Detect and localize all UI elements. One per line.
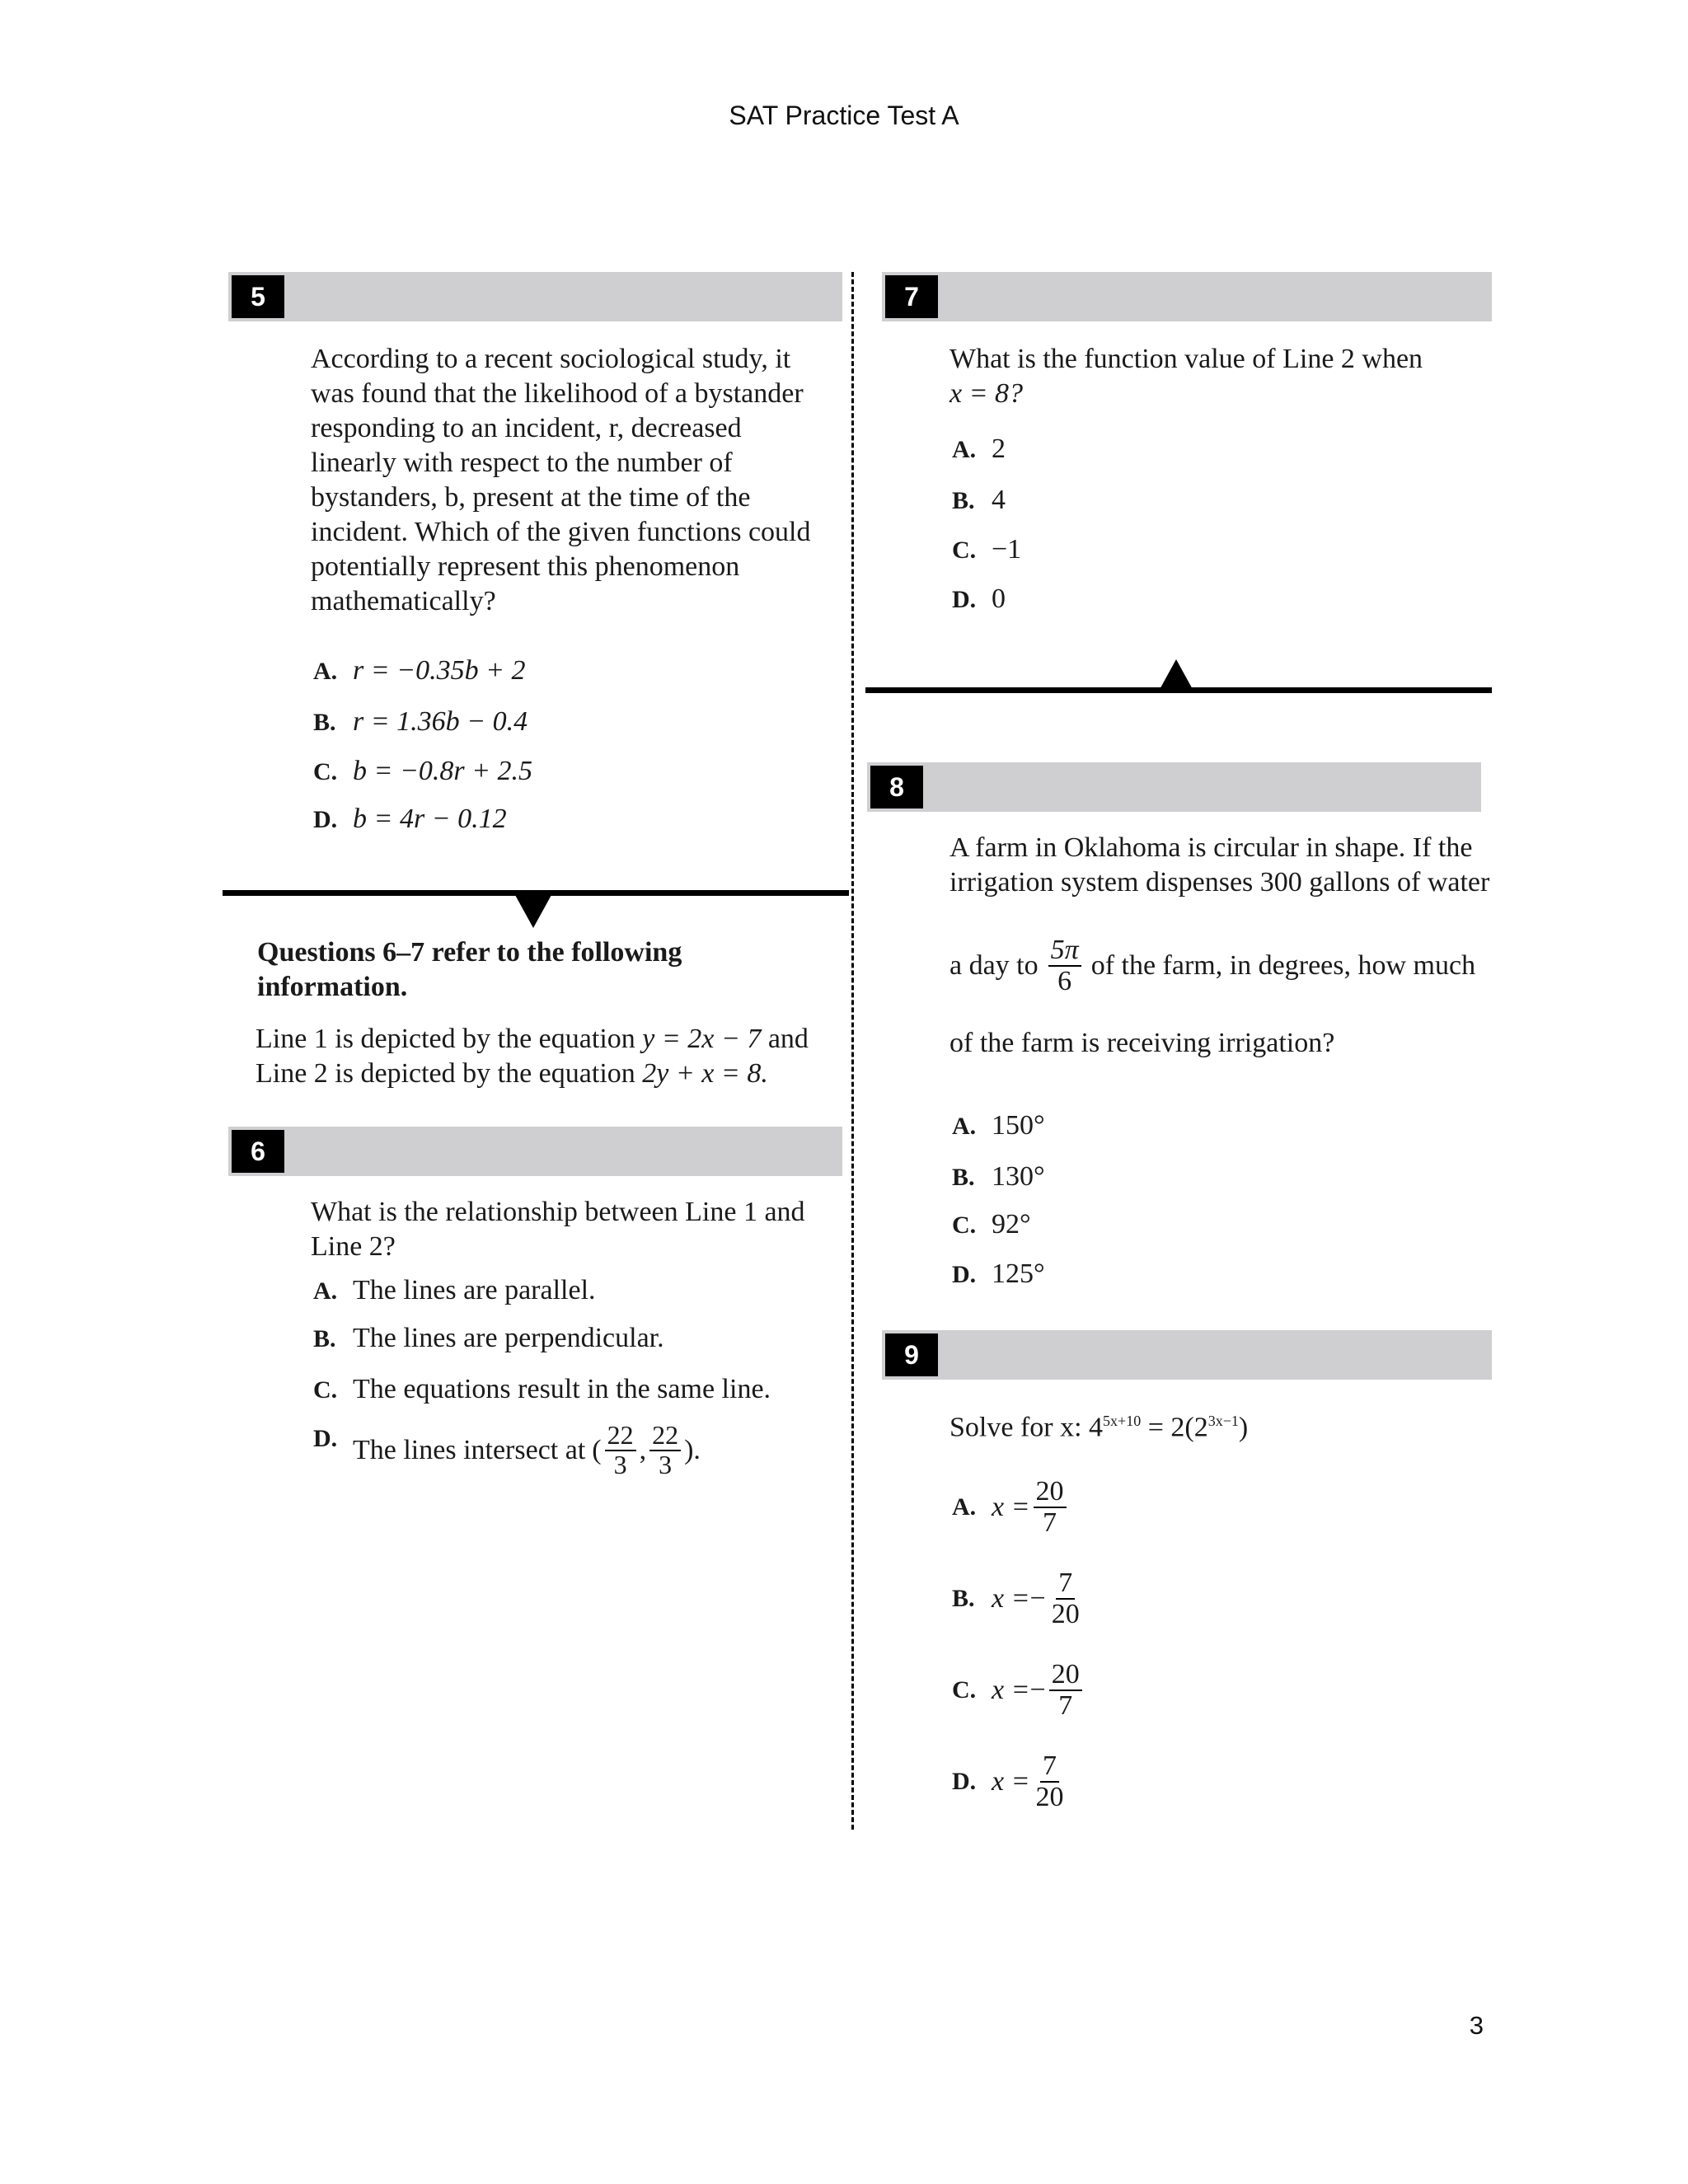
- choice-lhs: x =: [992, 1491, 1030, 1522]
- choice-letter: B.: [952, 1584, 975, 1612]
- choice-text: The equations result in the same line.: [353, 1374, 771, 1404]
- question-5-line: mathematically?: [311, 586, 496, 616]
- question-9-text: Solve for x:: [950, 1412, 1082, 1443]
- question-7-bar: [882, 272, 1492, 321]
- fraction-numerator: 20: [1049, 1660, 1082, 1691]
- fraction: [1049, 1660, 1082, 1720]
- question-7-line: x = 8?: [950, 378, 1024, 409]
- question-8-choice-d[interactable]: [952, 1257, 1045, 1292]
- fraction-denominator: 20: [1035, 1781, 1064, 1812]
- fraction: [1049, 1568, 1082, 1629]
- question-6-choice-a[interactable]: [313, 1273, 596, 1309]
- fraction: [1034, 1477, 1067, 1537]
- question-8-line: of the farm, in degrees, how much: [1090, 949, 1476, 981]
- question-8-choice-c[interactable]: [952, 1207, 1031, 1243]
- choice-text: 150°: [992, 1110, 1045, 1141]
- questions-6-7-info: [256, 1022, 841, 1091]
- column-divider: [851, 272, 854, 1830]
- question-5-choice-d[interactable]: [313, 802, 507, 837]
- question-8-bar: [867, 762, 1481, 812]
- choice-sign: −: [1029, 1582, 1046, 1614]
- question-5-bar: [228, 272, 842, 321]
- comma: ,: [639, 1434, 647, 1465]
- question-5-line: was found that the likelihood of a bystander: [311, 378, 804, 409]
- choice-lhs: x =: [992, 1674, 1030, 1705]
- question-7-text: [950, 342, 1477, 411]
- fraction: [1034, 1751, 1067, 1811]
- choice-sign: −: [1029, 1674, 1046, 1705]
- choice-letter: B.: [313, 709, 336, 736]
- question-5-line: responding to an incident, r, decreased: [311, 413, 742, 443]
- fraction: [649, 1422, 681, 1479]
- choice-text: b = −0.8r + 2.5: [353, 756, 533, 786]
- choice-text: r = 1.36b − 0.4: [353, 706, 528, 737]
- choice-text: 0: [992, 583, 1006, 614]
- fraction-denominator: 7: [1058, 1690, 1073, 1721]
- info-line-2-text: Line 2 is depicted by the equation: [256, 1058, 635, 1089]
- choice-letter: C.: [313, 758, 338, 785]
- question-6-choice-c[interactable]: [313, 1372, 771, 1408]
- question-6-line: What is the relationship between Line 1 and: [311, 1197, 805, 1227]
- line-1-equation: y = 2x − 7: [642, 1024, 762, 1054]
- question-5-line: incident. Which of the given functions could: [311, 517, 811, 547]
- question-7-choice-a[interactable]: [952, 432, 1006, 467]
- choice-letter: C.: [952, 1675, 977, 1704]
- choice-text: 92°: [992, 1209, 1031, 1240]
- equation-middle: = 2(2: [1141, 1412, 1208, 1443]
- question-5-line: potentially represent this phenomenon: [311, 551, 740, 582]
- choice-letter: C.: [952, 1212, 977, 1239]
- info-line-1-text: Line 1 is depicted by the equation: [256, 1024, 635, 1054]
- question-5-choice-b[interactable]: [313, 705, 528, 740]
- triangle-down-icon: [515, 895, 551, 928]
- page-number: 3: [1469, 2011, 1484, 2040]
- choice-letter: D.: [313, 806, 338, 833]
- fraction-numerator: 5π: [1048, 935, 1081, 967]
- question-8-choice-a[interactable]: [952, 1108, 1045, 1144]
- question-7-choice-c[interactable]: [952, 532, 1021, 568]
- question-9-choice-b[interactable]: [952, 1568, 1085, 1629]
- choice-letter: C.: [313, 1376, 338, 1404]
- equation-end: ): [1238, 1412, 1249, 1443]
- choice-letter: A.: [952, 436, 977, 463]
- fraction-denominator: 6: [1057, 965, 1072, 996]
- question-9-bar: [882, 1330, 1492, 1380]
- question-8-text: [950, 831, 1493, 900]
- question-8-line: irrigation system dispenses 300 gallons of water: [950, 867, 1490, 898]
- question-6-bar: [228, 1127, 842, 1176]
- choice-text: 125°: [992, 1258, 1045, 1289]
- choice-text: b = 4r − 0.12: [353, 804, 507, 834]
- equation-exponent: 3x−1: [1207, 1413, 1239, 1429]
- question-7-choice-d[interactable]: [952, 582, 1006, 617]
- question-6-choice-d[interactable]: [313, 1422, 701, 1479]
- equation-exponent: 5x+10: [1103, 1413, 1142, 1429]
- choice-letter: A.: [313, 1277, 338, 1305]
- choice-text: The lines are perpendicular.: [353, 1323, 664, 1353]
- choice-lhs: x =: [992, 1765, 1030, 1797]
- choice-text: −1: [992, 534, 1022, 565]
- question-5-line: bystanders, b, present at the time of the: [311, 482, 751, 513]
- choice-letter: C.: [952, 537, 977, 564]
- choice-text: 4: [992, 485, 1006, 515]
- choice-letter: A.: [313, 658, 338, 685]
- fraction: [605, 1422, 636, 1479]
- question-8-choice-b[interactable]: [952, 1160, 1045, 1195]
- page-header: SAT Practice Test A: [729, 101, 959, 130]
- info-line-1: [256, 1022, 841, 1057]
- question-6-number: 6: [232, 1130, 284, 1173]
- fraction-denominator: 3: [659, 1449, 673, 1479]
- choice-letter: B.: [313, 1325, 336, 1352]
- choice-letter: D.: [952, 1261, 977, 1288]
- question-5-choice-c[interactable]: [313, 754, 532, 790]
- choice-letter: B.: [952, 1164, 975, 1191]
- fraction-denominator: 7: [1043, 1507, 1057, 1538]
- fraction-numerator: 22: [649, 1422, 681, 1451]
- question-7-number: 7: [885, 275, 938, 318]
- choice-letter: D.: [952, 586, 977, 613]
- questions-6-7-heading: Questions 6–7 refer to the following information.: [257, 937, 682, 1002]
- question-7-line: What is the function value of Line 2 when: [950, 344, 1423, 374]
- choice-text: The lines are parallel.: [353, 1275, 596, 1305]
- choice-letter: A.: [952, 1113, 977, 1140]
- fraction-numerator: 7: [1040, 1751, 1059, 1783]
- question-6-text: [311, 1195, 838, 1264]
- choice-letter: B.: [952, 487, 975, 514]
- question-5-line: linearly with respect to the number of: [311, 448, 733, 478]
- fraction-numerator: 20: [1034, 1477, 1067, 1508]
- choice-letter: D.: [952, 1767, 977, 1795]
- question-5-text: [311, 342, 838, 619]
- choice-text: The lines intersect at: [353, 1434, 586, 1465]
- question-9-choice-d[interactable]: [952, 1751, 1070, 1811]
- question-8-number: 8: [870, 766, 923, 808]
- choice-letter: D.: [313, 1425, 338, 1452]
- question-5-number: 5: [232, 275, 284, 318]
- question-9-number: 9: [885, 1333, 938, 1376]
- fraction-numerator: 22: [605, 1422, 636, 1451]
- fraction-denominator: 3: [613, 1449, 627, 1479]
- question-8-line: a day to: [950, 949, 1039, 981]
- equation-base: 4: [1089, 1412, 1104, 1443]
- choice-text: 2: [992, 434, 1006, 464]
- fraction-denominator: 20: [1051, 1598, 1080, 1629]
- open-paren: (: [592, 1434, 602, 1465]
- choice-lhs: x =: [992, 1582, 1030, 1614]
- triangle-up-icon: [1158, 659, 1194, 692]
- question-5-choice-a[interactable]: [313, 654, 526, 689]
- question-9-prompt: [950, 1404, 1248, 1445]
- question-6-choice-b[interactable]: [313, 1321, 664, 1357]
- info-line-2: [256, 1057, 841, 1091]
- question-9-choice-a[interactable]: [952, 1477, 1070, 1537]
- question-8-line: A farm in Oklahoma is circular in shape. If the: [950, 832, 1473, 863]
- info-line-1-end: and: [767, 1024, 809, 1054]
- fraction-numerator: 7: [1056, 1568, 1075, 1600]
- question-8-fraction-line: [950, 935, 1475, 996]
- question-5-line: According to a recent sociological study, it: [311, 344, 791, 374]
- close-paren: ).: [684, 1434, 701, 1465]
- question-9-choice-c[interactable]: [952, 1660, 1085, 1720]
- line-2-equation: 2y + x = 8.: [642, 1058, 768, 1089]
- choice-text: 130°: [992, 1161, 1045, 1192]
- choice-text: r = −0.35b + 2: [353, 655, 526, 686]
- question-6-line: Line 2?: [311, 1231, 396, 1262]
- choice-letter: A.: [952, 1493, 977, 1521]
- question-8-line: of the farm is receiving irrigation?: [950, 1028, 1335, 1058]
- fraction: [1048, 935, 1081, 996]
- question-7-choice-b[interactable]: [952, 483, 1006, 518]
